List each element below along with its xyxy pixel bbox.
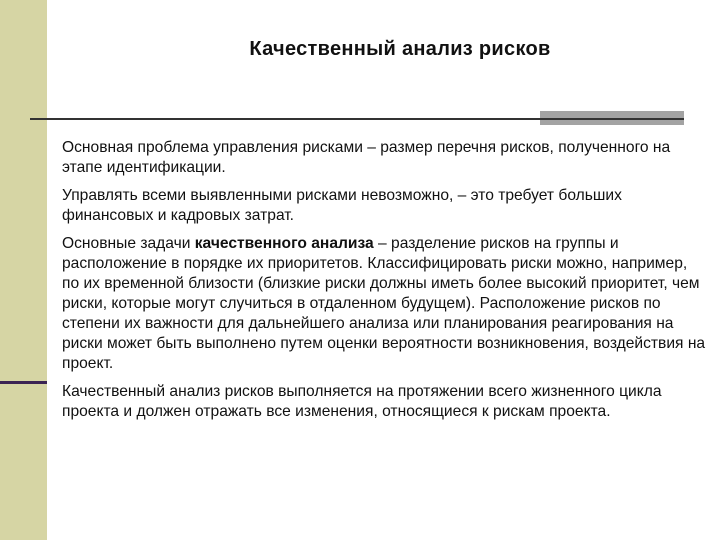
paragraph-3-emphasis: качественного анализа (194, 235, 374, 252)
slide-title: Качественный анализ рисков (249, 38, 551, 60)
side-accent-line (0, 381, 47, 384)
slide-body (62, 138, 708, 430)
paragraph-1: Основная проблема управления рисками – размер перечня рисков, полученного на этапе идентификации. (62, 139, 671, 176)
paragraph-3 (62, 234, 708, 374)
side-bar (0, 0, 47, 540)
title-rule (30, 118, 684, 120)
paragraph-2: Управлять всеми выявленными рисками невозможно, – это требует больших финансовых и кадровых затрат. (62, 187, 622, 224)
paragraph-4: Качественный анализ рисков выполняется на протяжении всего жизненного цикла проекта и должен отражать все изменения, относящиеся к рискам проекта. (62, 383, 662, 420)
paragraph-3-rest: – разделение рисков на группы и расположение в порядке их приоритетов. Классифицировать риски можно, например, по их временной близости (близкие риски должны иметь более высокий приоритет, чем риски, которые могут случиться в отдаленном будущем). Расположение рисков по степени их важности для дальнейшего анализа или планирования реагирования на риски может быть выполнено путем оценки вероятности возникновения, воздействия на проект. (62, 235, 706, 372)
paragraph-3-lead: Основные задачи (62, 235, 195, 252)
